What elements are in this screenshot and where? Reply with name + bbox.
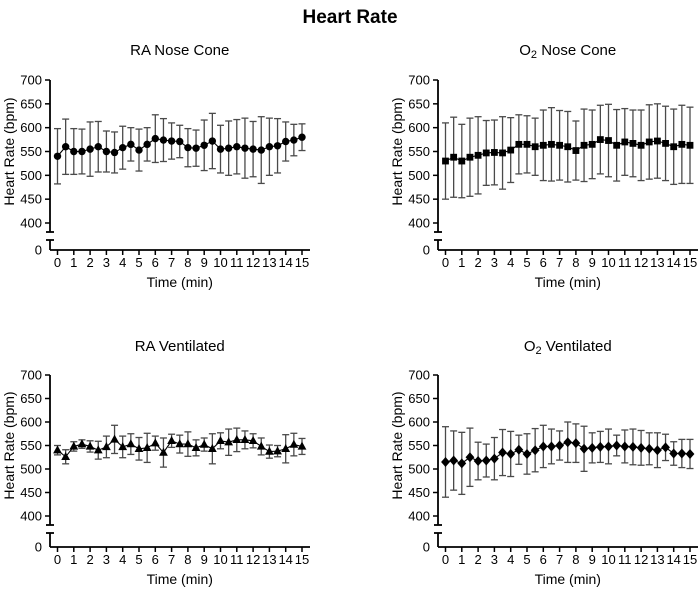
x-tick-label: 7 [555, 552, 564, 567]
x-tick-label: 2 [474, 255, 482, 270]
tick-marks [45, 375, 302, 552]
x-tick-label: 15 [294, 255, 310, 270]
data-point-diamond [531, 445, 540, 455]
x-tick-label: 14 [278, 552, 293, 567]
panel-title: $O_2$ Nose Cone [519, 42, 617, 61]
data-point-diamond [555, 441, 564, 451]
x-tick-label: 9 [200, 552, 208, 567]
panel-o2-nose-cone [350, 35, 700, 300]
y-axis-label: Heart Rate (bpm) [1, 391, 17, 500]
x-axis-label: Time (min) [534, 274, 601, 290]
x-tick-label: 7 [167, 552, 176, 567]
data-point-square [475, 152, 482, 159]
error-bars [442, 104, 694, 199]
data-point-square [524, 141, 531, 148]
figure-title: Heart Rate [302, 7, 398, 28]
data-point-circle [209, 137, 216, 144]
y-tick-label: 650 [408, 391, 430, 406]
x-tick-label: 12 [245, 552, 261, 567]
data-point-circle [274, 142, 281, 149]
panel-grid [0, 35, 700, 596]
data-point-square [564, 143, 571, 150]
data-point-triangle [289, 440, 298, 448]
data-point-triangle [102, 442, 111, 450]
y-tick-label: 450 [20, 191, 42, 207]
tick-marks [433, 80, 690, 255]
data-point-triangle [110, 435, 119, 443]
x-tick-label: 9 [200, 255, 208, 270]
chart-o2-ventilated [350, 300, 700, 596]
data-point-diamond [539, 441, 548, 451]
x-tick-label: 12 [245, 255, 261, 270]
data-point-circle [168, 137, 175, 144]
data-point-diamond [466, 452, 475, 462]
data-point-diamond [514, 445, 523, 455]
panel-ra-nose-cone [0, 35, 350, 300]
x-tick-label: 13 [650, 552, 665, 567]
x-tick-label: 3 [490, 552, 499, 567]
data-point-diamond [686, 449, 695, 459]
data-point-circle [135, 146, 142, 153]
x-tick-label: 15 [682, 255, 698, 270]
data-point-square [483, 150, 490, 157]
data-point-triangle [143, 443, 152, 451]
data-point-diamond [572, 438, 581, 448]
x-axis-label: Time (min) [534, 571, 601, 587]
y-tick-label: 700 [408, 367, 430, 383]
y-tick-label: 400 [408, 508, 430, 524]
x-tick-label: 1 [458, 552, 466, 567]
panel-ra-ventilated [0, 300, 350, 596]
data-point-square [532, 143, 539, 150]
data-point-circle [127, 141, 134, 148]
data-point-triangle [126, 439, 135, 447]
x-tick-label: 0 [441, 552, 450, 567]
data-point-square [605, 137, 612, 144]
data-point-square [548, 141, 555, 148]
x-tick-label: 4 [119, 552, 127, 567]
x-tick-label: 12 [633, 552, 649, 567]
data-point-circle [119, 144, 126, 151]
x-tick-label: 14 [666, 255, 681, 270]
data-point-circle [152, 135, 159, 142]
panel-title: RA Ventilated [134, 338, 225, 355]
data-point-diamond [547, 441, 556, 451]
data-point-diamond [629, 442, 638, 452]
panel-title: $O_2$ Ventilated [523, 338, 612, 357]
data-point-diamond [449, 456, 458, 466]
y-zero-label: 0 [34, 539, 42, 555]
data-point-triangle [216, 436, 225, 444]
data-point-diamond [498, 448, 507, 458]
data-point-circle [217, 145, 224, 152]
x-tick-label: 8 [572, 255, 580, 270]
data-point-square [442, 158, 449, 165]
x-tick-label: 6 [151, 552, 159, 567]
x-tick-label: 11 [230, 552, 244, 567]
data-point-diamond [604, 441, 613, 451]
data-point-square [491, 149, 498, 156]
y-zero-label: 0 [34, 242, 42, 258]
y-axis-label: Heart Rate (bpm) [1, 97, 17, 206]
data-point-square [458, 158, 465, 165]
y-tick-label: 400 [20, 215, 42, 231]
data-point-diamond [653, 445, 662, 455]
data-point-circle [160, 136, 167, 143]
x-tick-label: 10 [601, 552, 616, 567]
x-tick-label: 15 [682, 552, 698, 567]
y-zero-label: 0 [422, 539, 430, 555]
data-point-square [515, 141, 522, 148]
axes [434, 80, 698, 250]
x-tick-label: 2 [86, 552, 94, 567]
data-point-square [678, 141, 685, 148]
x-tick-label: 9 [588, 552, 596, 567]
data-point-circle [298, 134, 305, 141]
y-tick-label: 500 [20, 461, 42, 477]
data-point-circle [95, 143, 102, 150]
tick-marks [433, 375, 690, 552]
y-tick-label: 650 [408, 96, 430, 112]
data-point-square [687, 142, 694, 149]
tick-marks [45, 80, 302, 255]
x-tick-label: 5 [523, 552, 531, 567]
x-tick-label: 4 [119, 255, 127, 270]
x-axis-label: Time (min) [146, 571, 213, 587]
y-tick-label: 500 [408, 167, 430, 183]
x-tick-label: 5 [135, 552, 143, 567]
x-tick-label: 13 [650, 255, 665, 270]
data-point-diamond [637, 443, 646, 453]
y-tick-label: 550 [408, 144, 430, 159]
x-tick-label: 0 [441, 255, 450, 270]
y-tick-label: 550 [20, 144, 42, 159]
x-tick-label: 10 [213, 552, 228, 567]
data-point-diamond [482, 456, 491, 466]
y-tick-label: 700 [20, 367, 42, 383]
y-tick-label: 500 [408, 461, 430, 477]
data-point-diamond [523, 449, 532, 459]
data-point-square [646, 139, 653, 146]
x-tick-label: 6 [151, 255, 159, 270]
y-tick-label: 400 [408, 215, 430, 231]
x-tick-label: 14 [278, 255, 293, 270]
data-point-diamond [490, 454, 499, 464]
data-point-diamond [580, 444, 589, 454]
data-point-triangle [257, 442, 266, 450]
y-tick-label: 600 [408, 414, 430, 430]
data-point-square [670, 143, 677, 150]
data-point-square [654, 138, 661, 145]
axes [434, 375, 698, 547]
data-point-circle [258, 146, 265, 153]
data-point-square [662, 140, 669, 147]
x-tick-label: 4 [507, 552, 515, 567]
data-point-triangle [281, 444, 290, 452]
x-tick-label: 11 [618, 552, 632, 567]
data-point-circle [111, 149, 118, 156]
y-tick-label: 700 [20, 72, 42, 88]
x-tick-label: 9 [588, 255, 596, 270]
data-point-triangle [232, 435, 241, 443]
data-point-square [467, 154, 474, 161]
x-tick-label: 14 [666, 552, 681, 567]
data-point-circle [78, 148, 85, 155]
panel-o2-ventilated [350, 300, 700, 596]
data-point-circle [103, 148, 110, 155]
y-tick-label: 700 [408, 72, 430, 88]
data-point-circle [143, 141, 150, 148]
data-point-triangle [53, 445, 62, 453]
chart-ra-nose-cone [0, 35, 350, 300]
data-point-diamond [441, 457, 450, 467]
x-tick-label: 3 [102, 552, 111, 567]
x-tick-label: 11 [230, 255, 244, 270]
x-tick-label: 1 [70, 255, 78, 270]
data-point-triangle [151, 438, 160, 446]
y-axis-label: Heart Rate (bpm) [389, 97, 405, 206]
data-point-circle [184, 144, 191, 151]
y-tick-label: 650 [20, 96, 42, 112]
x-tick-label: 6 [539, 255, 547, 270]
data-point-square [540, 142, 547, 149]
x-tick-label: 3 [490, 255, 499, 270]
y-tick-label: 600 [20, 120, 42, 136]
y-tick-label: 500 [20, 167, 42, 183]
chart-o2-nose-cone [350, 35, 700, 300]
y-tick-label: 450 [408, 191, 430, 207]
data-point-circle [225, 144, 232, 151]
data-point-diamond [661, 442, 670, 452]
x-tick-label: 5 [523, 255, 531, 270]
x-tick-label: 13 [262, 552, 277, 567]
axes [46, 375, 310, 547]
chart-ra-ventilated [0, 300, 350, 596]
x-tick-label: 1 [458, 255, 466, 270]
x-tick-label: 3 [102, 255, 111, 270]
data-point-square [630, 140, 637, 147]
data-point-diamond [588, 443, 597, 453]
data-point-diamond [645, 444, 654, 454]
data-point-diamond [474, 456, 483, 466]
data-point-square [573, 147, 580, 154]
x-tick-label: 7 [555, 255, 564, 270]
data-point-diamond [457, 458, 466, 468]
x-tick-label: 12 [633, 255, 649, 270]
data-point-square [507, 147, 514, 154]
x-tick-label: 0 [53, 552, 62, 567]
x-tick-label: 1 [70, 552, 78, 567]
x-tick-label: 7 [167, 255, 176, 270]
data-point-circle [233, 143, 240, 150]
x-tick-label: 8 [184, 255, 192, 270]
panel-title: RA Nose Cone [130, 42, 230, 59]
y-tick-label: 400 [20, 508, 42, 524]
data-point-square [597, 136, 604, 143]
y-zero-label: 0 [422, 242, 430, 258]
x-tick-label: 6 [539, 552, 547, 567]
tick-labels [408, 368, 697, 568]
x-axis-label: Time (min) [146, 274, 213, 290]
data-point-circle [290, 136, 297, 143]
data-point-square [499, 150, 506, 157]
x-tick-label: 0 [53, 255, 62, 270]
data-point-triangle [184, 439, 193, 447]
x-tick-label: 4 [507, 255, 515, 270]
data-point-circle [249, 145, 256, 152]
data-point-square [581, 142, 588, 149]
data-point-diamond [620, 441, 629, 451]
x-tick-label: 15 [294, 552, 310, 567]
x-tick-label: 5 [135, 255, 143, 270]
data-point-diamond [677, 448, 686, 458]
data-point-circle [282, 138, 289, 145]
x-tick-label: 2 [474, 552, 482, 567]
data-point-circle [192, 144, 199, 151]
y-tick-label: 650 [20, 391, 42, 406]
data-point-square [450, 154, 457, 161]
y-tick-label: 600 [408, 120, 430, 136]
x-tick-label: 10 [601, 255, 616, 270]
data-point-triangle [265, 447, 274, 455]
y-tick-label: 550 [20, 438, 42, 453]
data-point-triangle [200, 440, 209, 448]
data-point-diamond [563, 437, 572, 447]
data-point-square [621, 139, 628, 146]
data-point-diamond [669, 448, 678, 458]
x-tick-label: 11 [618, 255, 632, 270]
data-point-circle [70, 148, 77, 155]
x-tick-label: 13 [262, 255, 277, 270]
data-point-diamond [596, 442, 605, 452]
axes [46, 80, 310, 250]
data-point-diamond [612, 441, 621, 451]
data-point-circle [62, 143, 69, 150]
data-point-circle [176, 138, 183, 145]
y-tick-label: 450 [20, 485, 42, 500]
data-point-circle [266, 143, 273, 150]
tick-labels [20, 73, 309, 271]
y-axis-label: Heart Rate (bpm) [389, 391, 405, 500]
tick-labels [408, 73, 697, 271]
x-tick-label: 10 [213, 255, 228, 270]
data-point-square [638, 142, 645, 149]
x-tick-label: 2 [86, 255, 94, 270]
data-point-diamond [506, 449, 515, 459]
data-point-triangle [167, 436, 176, 444]
y-tick-label: 450 [408, 485, 430, 500]
data-point-square [556, 142, 563, 149]
data-point-circle [201, 142, 208, 149]
y-tick-label: 550 [408, 438, 430, 453]
data-point-circle [241, 144, 248, 151]
data-point-square [613, 142, 620, 149]
y-tick-label: 600 [20, 414, 42, 430]
data-point-circle [86, 145, 93, 152]
x-tick-label: 8 [572, 552, 580, 567]
x-tick-label: 8 [184, 552, 192, 567]
data-point-triangle [241, 435, 250, 443]
data-point-circle [54, 153, 61, 160]
data-point-square [589, 141, 596, 148]
